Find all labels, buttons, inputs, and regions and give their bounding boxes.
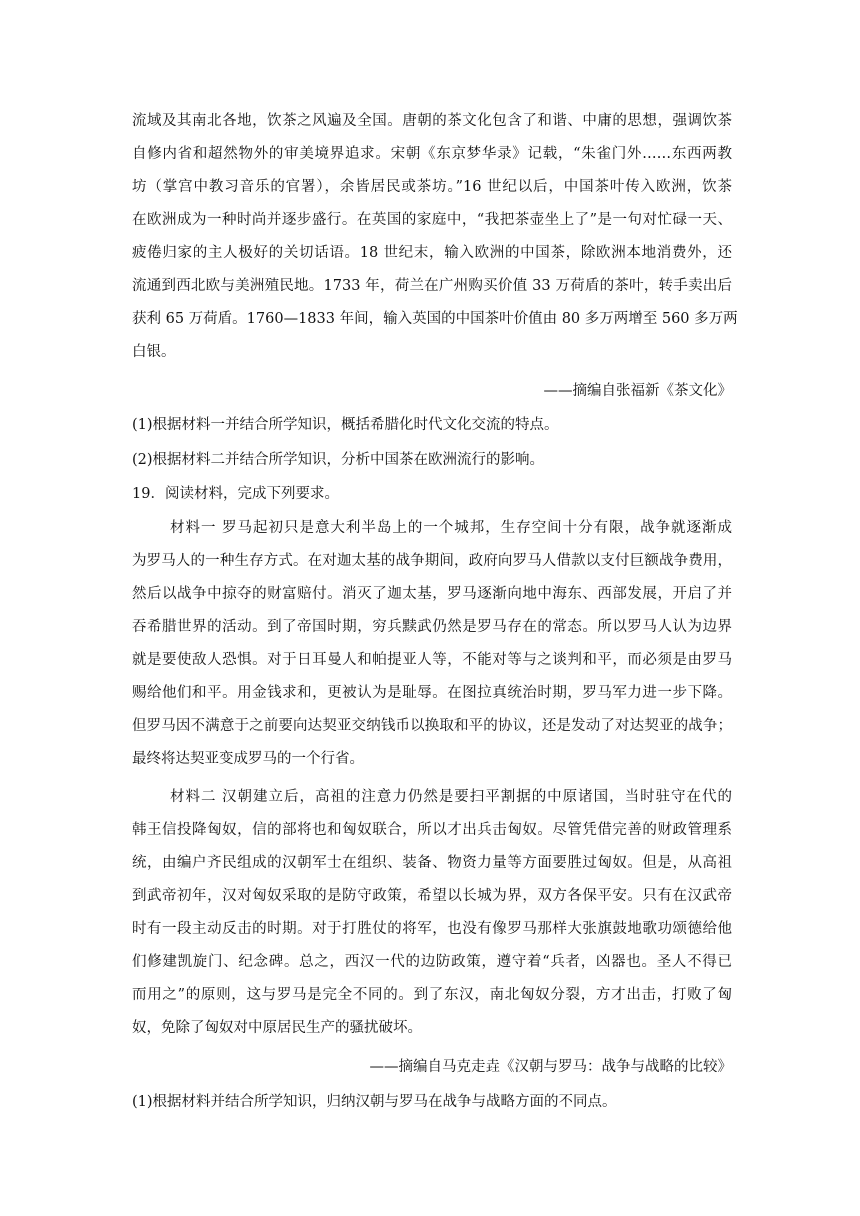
paragraph-line: 就是要使敌人恐惧。对于日耳曼人和帕提亚人等，不能对等与之谈判和平，而必须是由罗马 [132,652,732,668]
paragraph-line: 坊（掌宫中教习音乐的官署），余皆居民或茶坊。”16 世纪以后，中国茶叶传入欧洲，饮茶 [132,179,732,195]
paragraph-line: 自修内省和超然物外的审美境界追求。宋朝《东京梦华录》记载，“朱雀门外……东西两教 [132,146,732,162]
paragraph-line: 获利 65 万荷盾。1760—1833 年间，输入英国的中国茶叶价值由 80 多万两增至 560 多万两 [132,311,738,327]
question-heading: 19．阅读材料，完成下列要求。 [132,486,339,502]
paragraph-line: 在欧洲成为一种时尚并逐步盛行。在英国的家庭中，“我把茶壶坐上了”是一句对忙碌一天、 [132,212,732,228]
paragraph-line: 奴，免除了匈奴对中原居民生产的骚扰破坏。 [132,1020,422,1036]
paragraph-line: 们修建凯旋门、纪念碑。总之，西汉一代的边防政策，遵守着“兵者，凶器也。圣人不得已 [132,954,732,970]
paragraph-line: 为罗马人的一种生存方式。在对迦太基的战争期间，政府向罗马人借款以支付巨额战争费用， [132,553,732,569]
source-citation: ——摘编自张福新《茶文化》 [543,383,732,399]
paragraph-line: 到武帝初年，汉对匈奴采取的是防守政策，希望以长城为界，双方各保平安。只有在汉武帝 [132,888,732,904]
paragraph-line: 流通到西北欧与美洲殖民地。1733 年，荷兰在广州购买价值 33 万荷盾的茶叶，转手卖出后 [132,278,732,294]
paragraph-line: 时有一段主动反击的时期。对于打胜仗的将军，也没有像罗马那样大张旗鼓地歌功颂德给他 [132,921,732,937]
paragraph-line: 吞希腊世界的活动。到了帝国时期，穷兵黩武仍然是罗马存在的常态。所以罗马人认为边界 [132,619,732,635]
source-citation: ——摘编自马克走垚《汉朝与罗马：战争与战略的比较》 [369,1059,732,1075]
paragraph-line: 材料一 罗马起初只是意大利半岛上的一个城邦，生存空间十分有限，战争就逐渐成 [170,520,732,536]
paragraph-line: 疲倦归家的主人极好的关切话语。18 世纪末，输入欧洲的中国茶，除欧洲本地消费外，还 [132,245,732,261]
question-item: (1)根据材料并结合所学知识，归纳汉朝与罗马在战争与战略方面的不同点。 [132,1094,617,1110]
paragraph-line: 然后以战争中掠夺的财富赔付。消灭了迦太基，罗马逐渐向地中海东、西部发展，开启了并 [132,586,732,602]
paragraph-line: 白银。 [132,344,176,360]
paragraph-line: 材料二 汉朝建立后，高祖的注意力仍然是要扫平割据的中原诸国，当时驻守在代的 [170,789,732,805]
paragraph-line: 赐给他们和平。用金钱求和，更被认为是耻辱。在图拉真统治时期，罗马军力进一步下降。 [132,685,732,701]
paragraph-line: 流域及其南北各地，饮茶之风遍及全国。唐朝的茶文化包含了和谐、中庸的思想，强调饮茶 [132,113,732,129]
paragraph-line: 韩王信投降匈奴，信的部将也和匈奴联合，所以才出兵击匈奴。尽管凭借完善的财政管理系 [132,822,732,838]
paragraph-line: 统，由编户齐民组成的汉朝军士在组织、装备、物资力量等方面要胜过匈奴。但是，从高祖 [132,855,732,871]
paragraph-line: 但罗马因不满意于之前要向达契亚交纳钱币以换取和平的协议，还是发动了对达契亚的战争； [132,718,732,734]
paragraph-line: 最终将达契亚变成罗马的一个行省。 [132,751,364,767]
question-item: (1)根据材料一并结合所学知识，概括希腊化时代文化交流的特点。 [132,417,559,433]
paragraph-line: 而用之”的原则，这与罗马是完全不同的。到了东汉，南北匈奴分裂，方才出击，打败了匈 [132,987,732,1003]
question-item: (2)根据材料二并结合所学知识，分析中国茶在欧洲流行的影响。 [132,452,545,468]
